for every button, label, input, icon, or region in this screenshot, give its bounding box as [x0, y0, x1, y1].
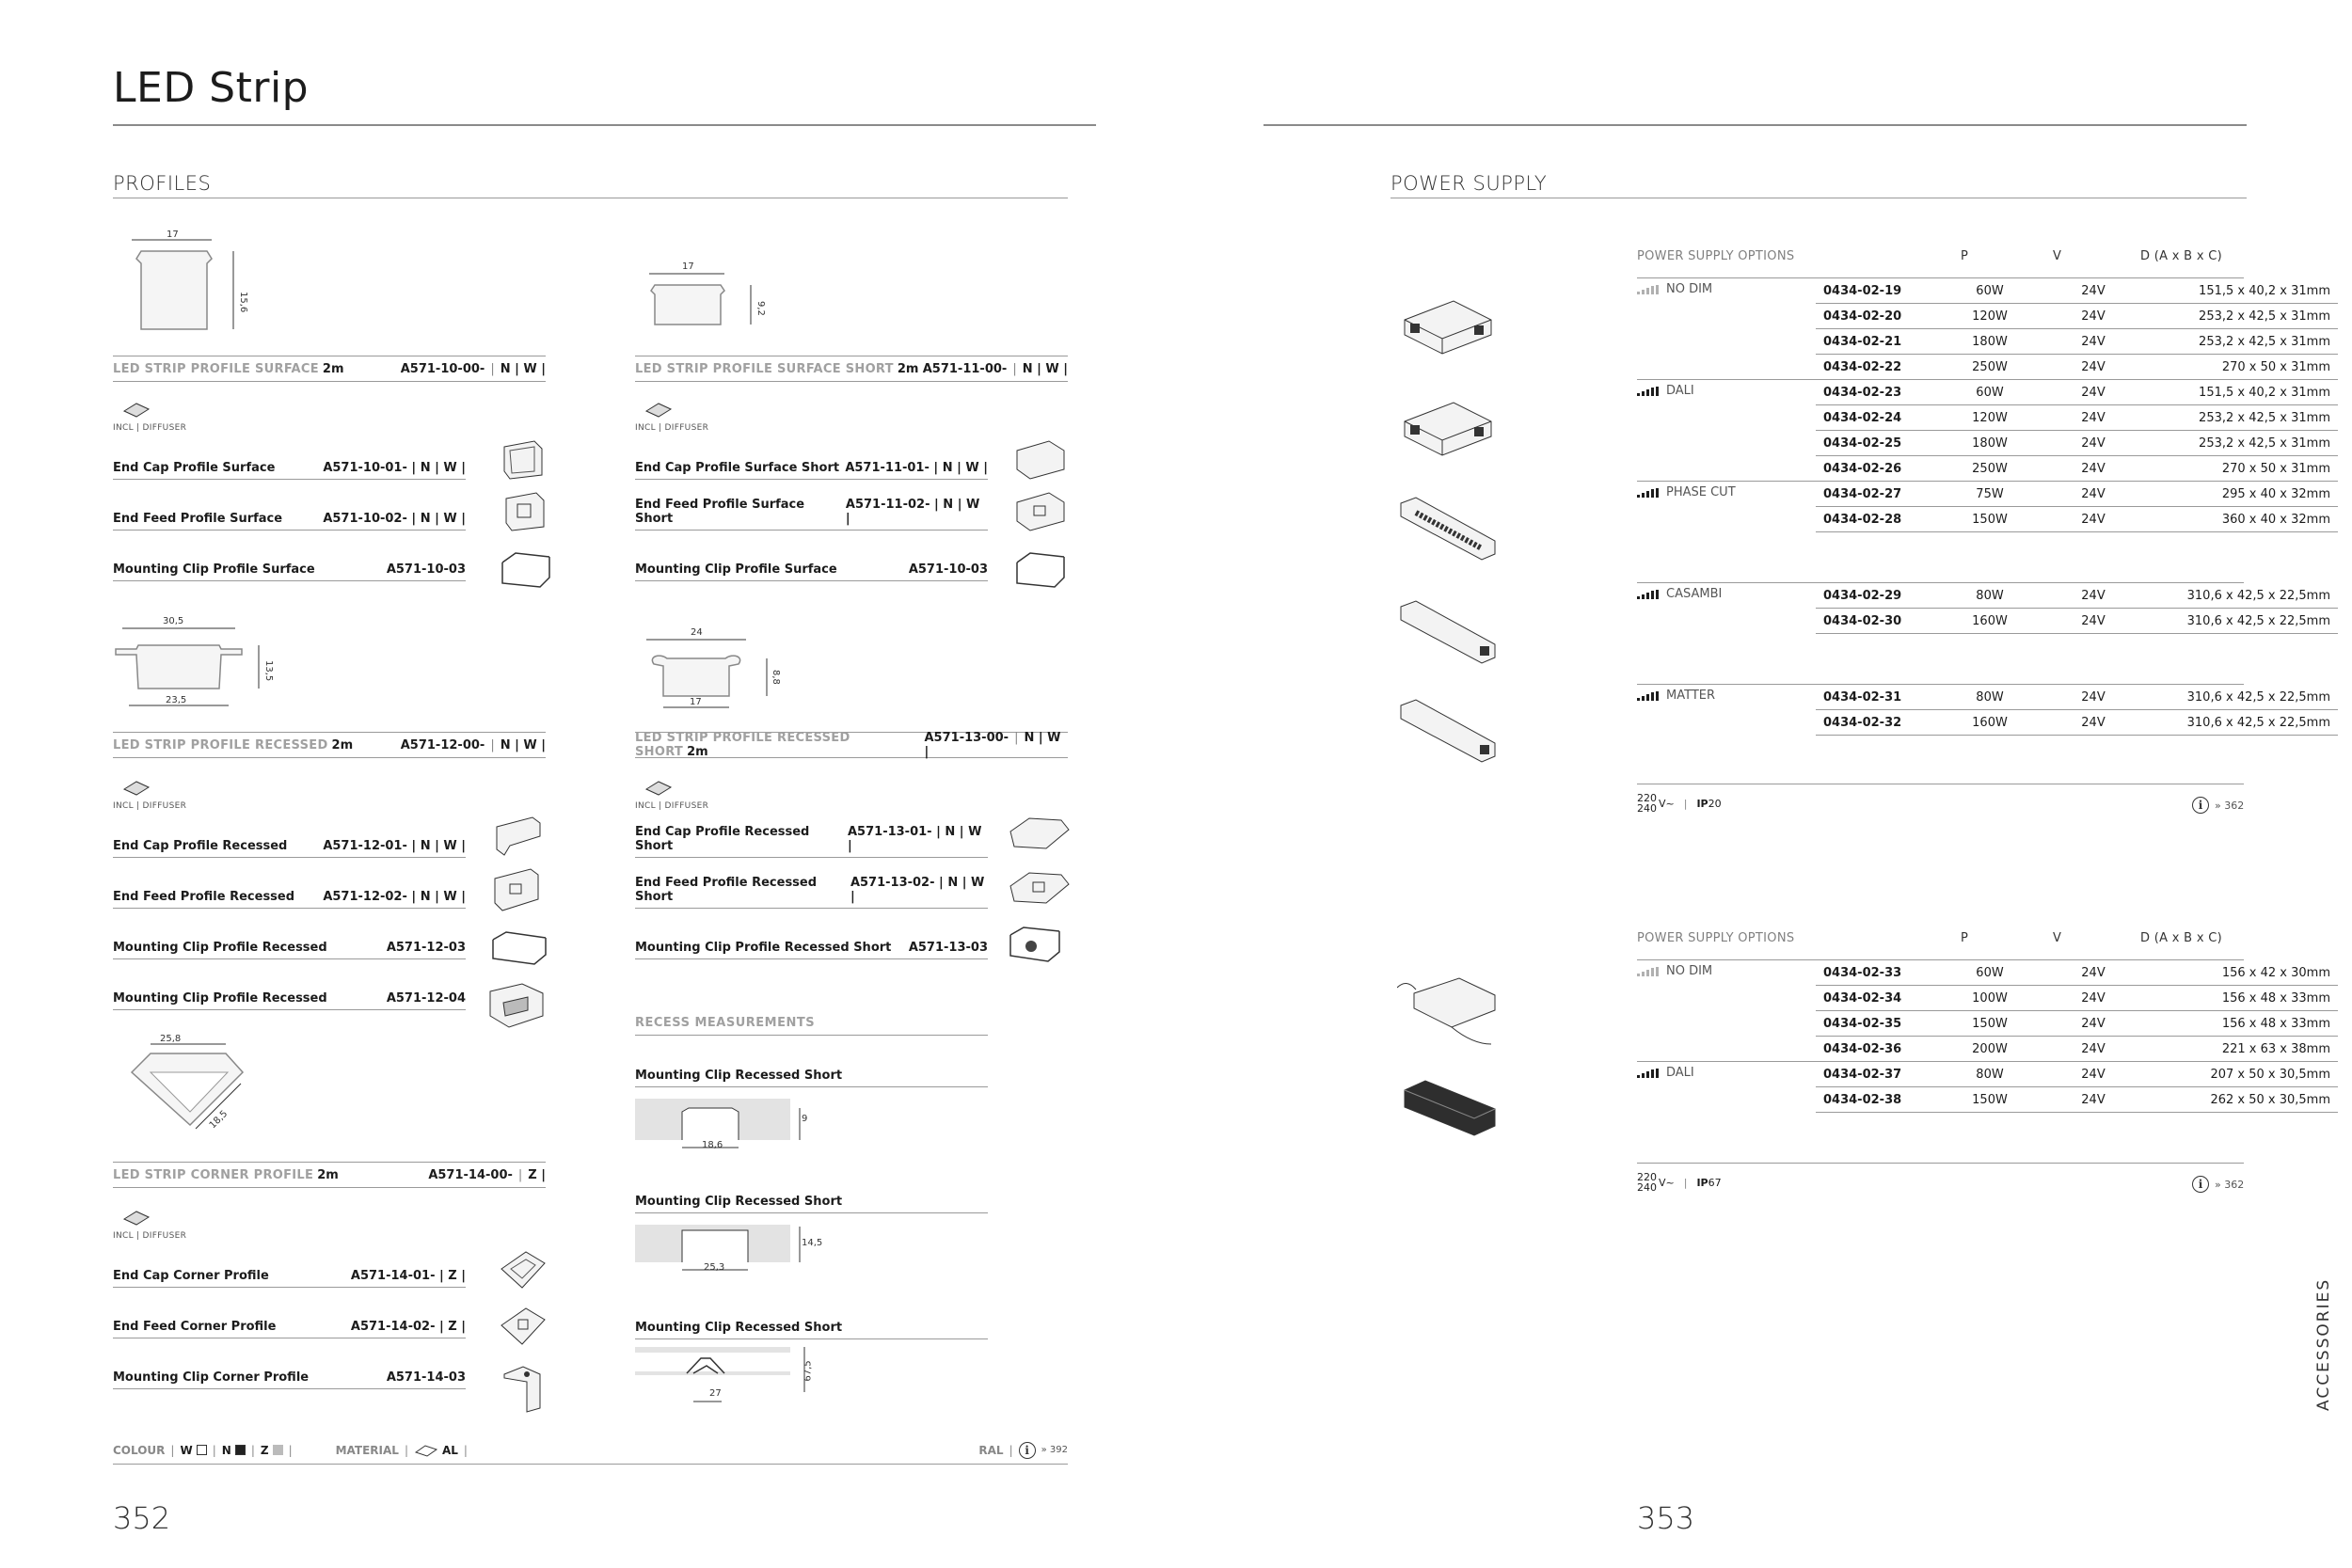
incl-diffuser-label: INCL | DIFFUSER — [635, 801, 709, 811]
signal-bars-icon — [1637, 1069, 1659, 1078]
title-rule-right — [1263, 124, 2247, 126]
accessory-row[interactable]: End Feed Profile Surface A571-10-02- | N | W | — [113, 506, 466, 531]
dim-width: 30,5 — [163, 616, 184, 626]
dim-diagonal: 18,5 — [207, 1108, 230, 1132]
recess-dim-h: 14,5 — [802, 1238, 823, 1248]
profile-corner-header[interactable]: LED STRIP CORNER PROFILE 2m A571-14-00- | Z | — [113, 1162, 546, 1188]
ps-group-label: CASAMBI — [1637, 587, 1722, 601]
info-icon[interactable]: i — [1019, 1442, 1036, 1459]
end-feed-icon — [489, 865, 548, 917]
info-icon: i — [2192, 1176, 2209, 1193]
table-row[interactable]: 0434-02-33 60W 24V 156 x 42 x 30mm — [1816, 960, 2338, 986]
profile-surface-drawing — [113, 230, 254, 339]
accessory-row[interactable]: End Feed Profile Recessed A571-12-02- | N | W | — [113, 884, 466, 909]
power-supply-device-icon — [1397, 1068, 1510, 1152]
end-feed-icon — [494, 1303, 550, 1350]
ps-d-header: D (A x B x C) — [2140, 249, 2222, 263]
accessory-row[interactable]: Mounting Clip Profile Recessed A571-12-04 — [113, 986, 466, 1010]
ps-footer-rule — [1637, 1163, 2244, 1164]
dim-inner: 17 — [690, 697, 702, 707]
dim-width: 25,8 — [160, 1035, 182, 1044]
title-rule-left — [113, 124, 1096, 126]
table-row[interactable]: 0434-02-29 80W 24V 310,6 x 42,5 x 22,5mm — [1816, 583, 2338, 609]
info-ref[interactable]: i » 362 — [2192, 1176, 2244, 1193]
power-supply-device-icon — [1397, 484, 1510, 578]
ps-v-header: V — [2053, 931, 2062, 945]
ps-group-label: DALI — [1637, 1066, 1694, 1080]
recess-row[interactable]: Mounting Clip Recessed Short — [635, 1315, 988, 1339]
dim-height: 13,5 — [263, 660, 274, 682]
mounting-clip-icon — [1005, 922, 1067, 969]
profile-recessed-short-drawing — [635, 621, 786, 715]
swatch-grey — [273, 1445, 283, 1455]
accessory-row[interactable]: End Cap Profile Surface A571-10-01- | N | W | — [113, 455, 466, 480]
accessory-row[interactable]: Mounting Clip Corner Profile A571-14-03 — [113, 1365, 466, 1389]
profile-surface-short-header[interactable]: LED STRIP PROFILE SURFACE SHORT 2m A571-11-00- | N | W | — [635, 356, 1068, 382]
profile-code: A571-10-00- — [400, 361, 485, 376]
accessory-row[interactable]: End Cap Profile Surface Short A571-11-01- | N | W | — [635, 455, 988, 480]
table-row[interactable]: 0434-02-35 150W 24V 156 x 48 x 33mm — [1816, 1011, 2338, 1037]
dim-width: 17 — [682, 261, 694, 272]
colour-z: Z — [260, 1443, 269, 1457]
diffuser-icon — [122, 398, 151, 420]
end-feed-icon — [499, 489, 553, 534]
voltage-ip-info: 220 240 V~ | IP20 — [1637, 792, 1722, 815]
recess-drawing-cutout — [635, 1347, 823, 1413]
mounting-clip-icon — [497, 546, 553, 593]
profile-length: 2m — [322, 361, 344, 376]
diffuser-icon — [644, 776, 673, 799]
table-row[interactable]: 0434-02-26 250W 24V 270 x 50 x 31mm — [1816, 456, 2338, 482]
accessory-row[interactable]: End Feed Profile Surface Short A571-11-02- | N | W | — [635, 506, 988, 531]
ps-options-header: POWER SUPPLY OPTIONS — [1637, 931, 1795, 945]
recess-dim-w: 18,6 — [702, 1140, 723, 1150]
incl-diffuser-label: INCL | DIFFUSER — [113, 801, 187, 811]
recess-drawing-cutout — [677, 1225, 818, 1281]
power-supply-device-icon — [1397, 687, 1510, 781]
table-row[interactable]: 0434-02-22 250W 24V 270 x 50 x 31mm — [1816, 355, 2338, 380]
recess-dim-h: 67,5 — [803, 1360, 814, 1382]
ps-p-header: P — [1961, 931, 1969, 945]
table-row[interactable]: 0434-02-23 60W 24V 151,5 x 40,2 x 31mm — [1816, 380, 2338, 405]
recess-title: RECESS MEASUREMENTS — [635, 1016, 816, 1030]
page-title: LED Strip — [113, 64, 310, 112]
mounting-clip-icon — [1011, 546, 1068, 593]
end-feed-icon — [1005, 865, 1073, 912]
colour-w: W — [180, 1443, 193, 1457]
ps-group-label: DALI — [1637, 384, 1694, 398]
end-cap-icon — [1011, 437, 1070, 483]
material-label: MATERIAL — [335, 1443, 399, 1457]
end-cap-icon — [494, 1246, 550, 1293]
profile-name: LED STRIP PROFILE SURFACE — [113, 361, 319, 376]
profile-recessed-short-header[interactable]: LED STRIP PROFILE RECESSED SHORT 2m A571-13-00- | N | W | — [635, 732, 1068, 758]
table-row[interactable]: 0434-02-25 180W 24V 253,2 x 42,5 x 31mm — [1816, 431, 2338, 456]
table-row[interactable]: 0434-02-28 150W 24V 360 x 40 x 32mm — [1816, 507, 2338, 532]
accessory-row[interactable]: End Feed Corner Profile A571-14-02- | Z | — [113, 1314, 466, 1338]
ps-v-header: V — [2053, 249, 2062, 263]
profile-surface-header[interactable]: LED STRIP PROFILE SURFACE 2m A571-10-00- | N | W | — [113, 356, 546, 382]
power-supply-device-icon — [1397, 969, 1510, 1053]
recess-drawing-cutout — [677, 1099, 818, 1155]
incl-diffuser-label: INCL | DIFFUSER — [113, 423, 187, 433]
recess-row[interactable]: Mounting Clip Recessed Short — [635, 1189, 988, 1213]
ps-group-label: NO DIM — [1637, 282, 1712, 296]
swatch-white — [197, 1445, 207, 1455]
voltage-ip-info: 220 240 V~ | IP67 — [1637, 1171, 1722, 1194]
profiles-section-title: PROFILES — [113, 172, 212, 195]
signal-bars-icon — [1637, 387, 1659, 396]
accessory-row[interactable]: Mounting Clip Profile Surface A571-10-03 — [635, 557, 988, 581]
signal-bars-icon — [1637, 488, 1659, 498]
end-feed-icon — [1011, 489, 1070, 534]
table-row[interactable]: 0434-02-32 160W 24V 310,6 x 42,5 x 22,5mm — [1816, 710, 2338, 736]
table-row[interactable]: 0434-02-19 60W 24V 151,5 x 40,2 x 31mm — [1816, 278, 2338, 304]
dim-width: 17 — [167, 230, 179, 240]
recess-rule — [635, 1035, 988, 1036]
info-ref[interactable]: i » 362 — [2192, 797, 2244, 814]
material-icon — [414, 1443, 438, 1458]
info-icon: i — [2192, 797, 2209, 814]
signal-bars-icon — [1637, 691, 1659, 701]
colour-label: COLOUR — [113, 1443, 166, 1457]
recess-dim-h: 9 — [802, 1114, 808, 1124]
ps-d-header: D (A x B x C) — [2140, 931, 2222, 945]
table-row[interactable]: 0434-02-37 80W 24V 207 x 50 x 30,5mm — [1816, 1062, 2338, 1087]
incl-diffuser-label: INCL | DIFFUSER — [635, 423, 709, 433]
ps-options-header: POWER SUPPLY OPTIONS — [1637, 249, 1795, 263]
accessory-row[interactable]: End Cap Profile Recessed A571-12-01- | N | W | — [113, 833, 466, 858]
end-cap-icon — [497, 437, 551, 483]
power-supply-device-icon — [1397, 384, 1510, 468]
table-row[interactable]: 0434-02-36 200W 24V 221 x 63 x 38mm — [1816, 1037, 2338, 1062]
diffuser-icon — [122, 1206, 151, 1228]
table-row[interactable]: 0434-02-21 180W 24V 253,2 x 42,5 x 31mm — [1816, 329, 2338, 355]
mounting-clip-icon — [485, 978, 550, 1035]
power-supply-device-icon — [1397, 588, 1510, 682]
ral-label: RAL — [978, 1443, 1004, 1457]
table-row[interactable]: 0434-02-31 80W 24V 310,6 x 42,5 x 22,5mm — [1816, 685, 2338, 710]
signal-bars-icon — [1637, 285, 1659, 294]
profile-variants: N | W | — [500, 361, 546, 376]
accessory-row[interactable]: End Cap Corner Profile A571-14-01- | Z | — [113, 1263, 466, 1288]
diffuser-icon — [644, 398, 673, 420]
left-footer: COLOUR | W | N | Z | MATERIAL | AL | RAL | i » 392 — [113, 1436, 1068, 1465]
table-row[interactable]: 0434-02-24 120W 24V 253,2 x 42,5 x 31mm — [1816, 405, 2338, 431]
material-value: AL — [441, 1443, 458, 1457]
recess-dim-w: 27 — [709, 1388, 722, 1399]
profile-corner-drawing — [113, 1035, 263, 1157]
signal-bars-icon — [1637, 590, 1659, 599]
ps-p-header: P — [1961, 249, 1969, 263]
incl-diffuser-label: INCL | DIFFUSER — [113, 1231, 187, 1241]
profile-recessed-header[interactable]: LED STRIP PROFILE RECESSED 2m A571-12-00- | N | W | — [113, 732, 546, 758]
table-row[interactable]: 0434-02-20 120W 24V 253,2 x 42,5 x 31mm — [1816, 304, 2338, 329]
accessory-row[interactable]: End Feed Profile Recessed Short A571-13-02- | N | W | — [635, 884, 988, 909]
dim-height: 8,8 — [771, 670, 781, 685]
accessory-row[interactable]: Mounting Clip Profile Recessed A571-12-03 — [113, 935, 466, 959]
signal-bars-icon — [1637, 967, 1659, 976]
profile-surface-short-drawing — [640, 259, 771, 334]
table-row[interactable]: 0434-02-34 100W 24V 156 x 48 x 33mm — [1816, 986, 2338, 1011]
dim-height: 9,2 — [755, 301, 766, 316]
page-number-left: 352 — [113, 1500, 171, 1536]
recess-row[interactable]: Mounting Clip Recessed Short — [635, 1063, 988, 1087]
end-cap-icon — [491, 814, 549, 861]
colour-n: N — [221, 1443, 231, 1457]
dim-height: 15,6 — [238, 292, 248, 313]
accessory-row[interactable]: Mounting Clip Profile Recessed Short A571-13-03 — [635, 935, 988, 959]
accessory-row[interactable]: End Cap Profile Recessed Short A571-13-01- | N | W | — [635, 833, 988, 858]
ral-ref: » 392 — [1041, 1445, 1068, 1455]
end-cap-icon — [1005, 811, 1073, 858]
dim-inner: 23,5 — [166, 695, 187, 705]
page-number-right: 353 — [1637, 1500, 1695, 1536]
dim-width: 24 — [691, 627, 703, 638]
swatch-black — [235, 1445, 246, 1455]
profile-recessed-drawing — [108, 611, 278, 720]
recess-dim-w: 25,3 — [704, 1262, 725, 1273]
table-row[interactable]: 0434-02-27 75W 24V 295 x 40 x 32mm — [1816, 482, 2338, 507]
ps-group-label: PHASE CUT — [1637, 485, 1736, 499]
side-tab-accessories: ACCESSORIES — [2314, 1277, 2333, 1411]
table-row[interactable]: 0434-02-30 160W 24V 310,6 x 42,5 x 22,5mm — [1816, 609, 2338, 634]
mounting-clip-icon — [499, 1359, 546, 1416]
ps-group-label: NO DIM — [1637, 964, 1712, 978]
accessory-row[interactable]: Mounting Clip Profile Surface A571-10-03 — [113, 557, 466, 581]
power-supply-device-icon — [1397, 282, 1510, 367]
ps-group-label: MATTER — [1637, 689, 1715, 703]
table-row[interactable]: 0434-02-38 150W 24V 262 x 50 x 30,5mm — [1816, 1087, 2338, 1113]
power-supply-section-title: POWER SUPPLY — [1391, 172, 1548, 195]
diffuser-icon — [122, 776, 151, 799]
mounting-clip-icon — [489, 927, 549, 970]
